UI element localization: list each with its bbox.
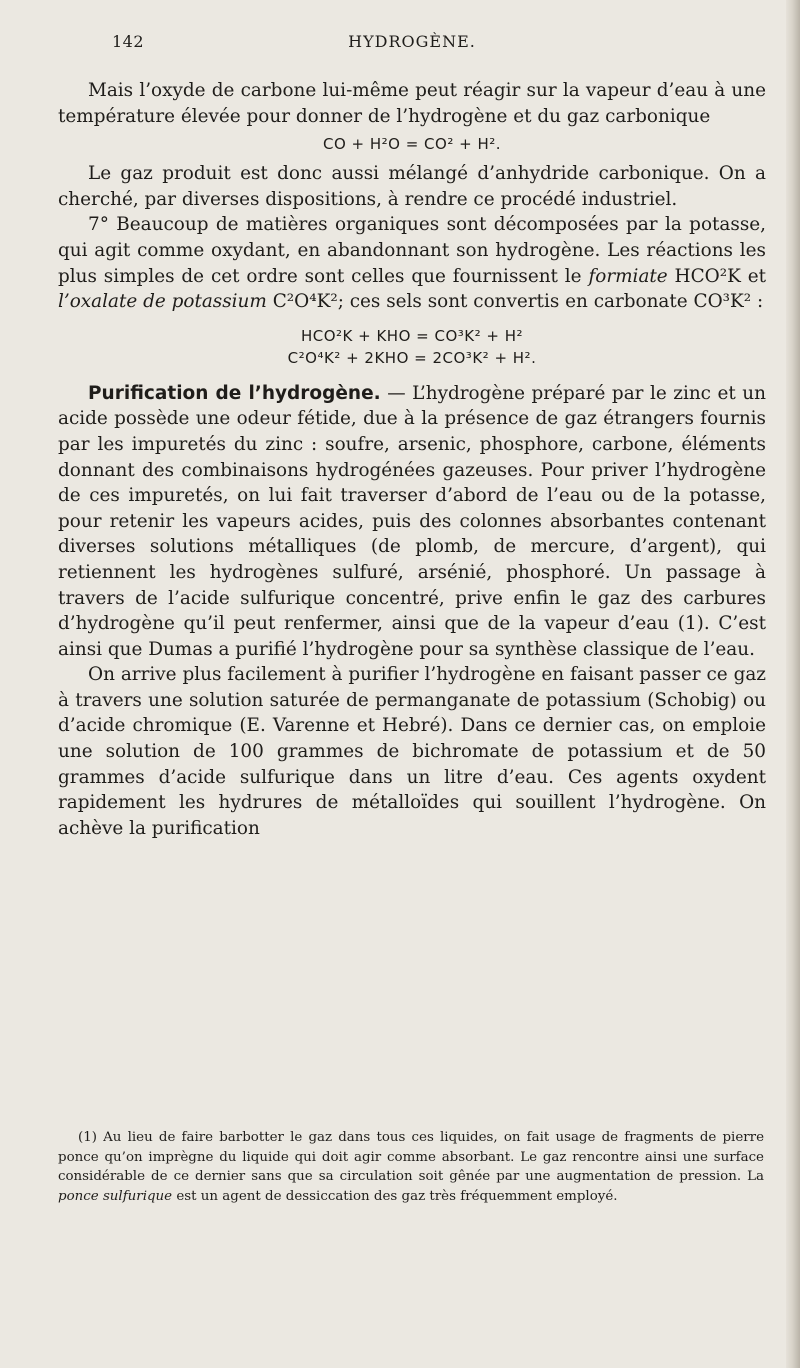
section-heading-purification: Purification de l’hydrogène. xyxy=(88,382,381,404)
equation-oxalate: C²O⁴K² + 2KHO = 2CO³K² + H². xyxy=(287,348,537,367)
footnote-text xyxy=(58,1128,764,1206)
paragraph-organic-text-b: HCO²K et xyxy=(667,265,767,287)
paragraph-permanganate: On arrive plus facilement à purifier l’hydrogène en faisant passer ce gaz à travers une solution saturée de permanganate de potassium (Schobig) ou d’acide chromique (E. Varenne et Hebré). Dans ce dernier cas, on emploie une solution de 100 grammes de bichromate de potassium et de 50 grammes d’acide sulfurique dans un litre d’eau. Ces agents oxydent rapidement les hydrures de métalloïdes qui souillent l’hydrogène. On achève la purification xyxy=(58,664,766,839)
page-number: 142 xyxy=(112,32,145,51)
footnote xyxy=(58,1128,764,1206)
running-head: HYDROGÈNE. xyxy=(348,32,476,51)
paragraph-organic-text-a: 7° Beaucoup de matières organiques sont décomposées par la potasse, qui agit comme oxydant, en abandonnant son hydrogène. Les réactions les plus simples de cet ordre sont celles que fournissent le xyxy=(58,214,766,287)
equation-formiate: HCO²K + KHO = CO³K² + H² xyxy=(300,326,524,345)
page-header xyxy=(112,32,712,58)
footnote-text-a: (1) Au lieu de faire barbotter le gaz dans tous ces liquides, on fait usage de fragments de pierre ponce qu’on imprègne du liquide qui doit agir comme absorbant. Le gaz rencontre ainsi une surface considérable de ce dernier sans que sa circulation soit gênée par une augmentation de pression. La xyxy=(58,1130,764,1185)
equation-co-water: CO + H²O = CO² + H². xyxy=(322,135,502,154)
equation-block xyxy=(58,325,766,369)
paragraph-organic-matter xyxy=(58,212,766,314)
paragraph-purification xyxy=(58,381,766,663)
paragraph-co-water: Mais l’oxyde de carbone lui-même peut réagir sur la vapeur d’eau à une température élevée pour donner de l’hydrogène et du gaz carbonique xyxy=(58,80,766,127)
main-text xyxy=(58,78,766,841)
footnote-italic-term: ponce sulfurique xyxy=(58,1188,173,1204)
oxalate-term: l’oxalate de potassium xyxy=(58,291,267,313)
formiate-term: formiate xyxy=(588,265,668,287)
purification-text: — L’hydrogène préparé par le zinc et un acide possède une odeur fétide, due à la présence de gaz étrangers fournis par les impuretés du zinc : soufre, arsenic, phosphore, carbone, éléments donnant des combinaisons hydrogénées gazeuses. Pour priver l’hydrogène de ces impuretés, on lui fait traverser d’abord de l’eau ou de la potasse, pour retenir les vapeurs acides, puis des colonnes absorbantes contenant diverses solutions métalliques (de plomb, de mercure, d’argent), qui retiennent les hydrogènes sulfuré, arsénié, phosphoré. Un passage à travers de l’acide sulfurique concentré, prive enfin le gaz des carbures d’hydrogène qu’il peut renfermer, ainsi que de la vapeur d’eau (1). C’est ainsi que Dumas a purifié l’hydrogène pour sa synthèse classique de l’eau. xyxy=(58,382,766,660)
footnote-text-b: est un agent de dessiccation des gaz très fréquemment employé. xyxy=(172,1188,618,1204)
page-edge-shadow xyxy=(786,0,800,1368)
paragraph-gas-mixture: Le gaz produit est donc aussi mélangé d’anhydride carbonique. On a cherché, par diverses dispositions, à rendre ce procédé industriel. xyxy=(58,163,766,210)
paragraph-organic-text-c: C²O⁴K²; ces sels sont convertis en carbonate CO³K² : xyxy=(266,291,764,313)
